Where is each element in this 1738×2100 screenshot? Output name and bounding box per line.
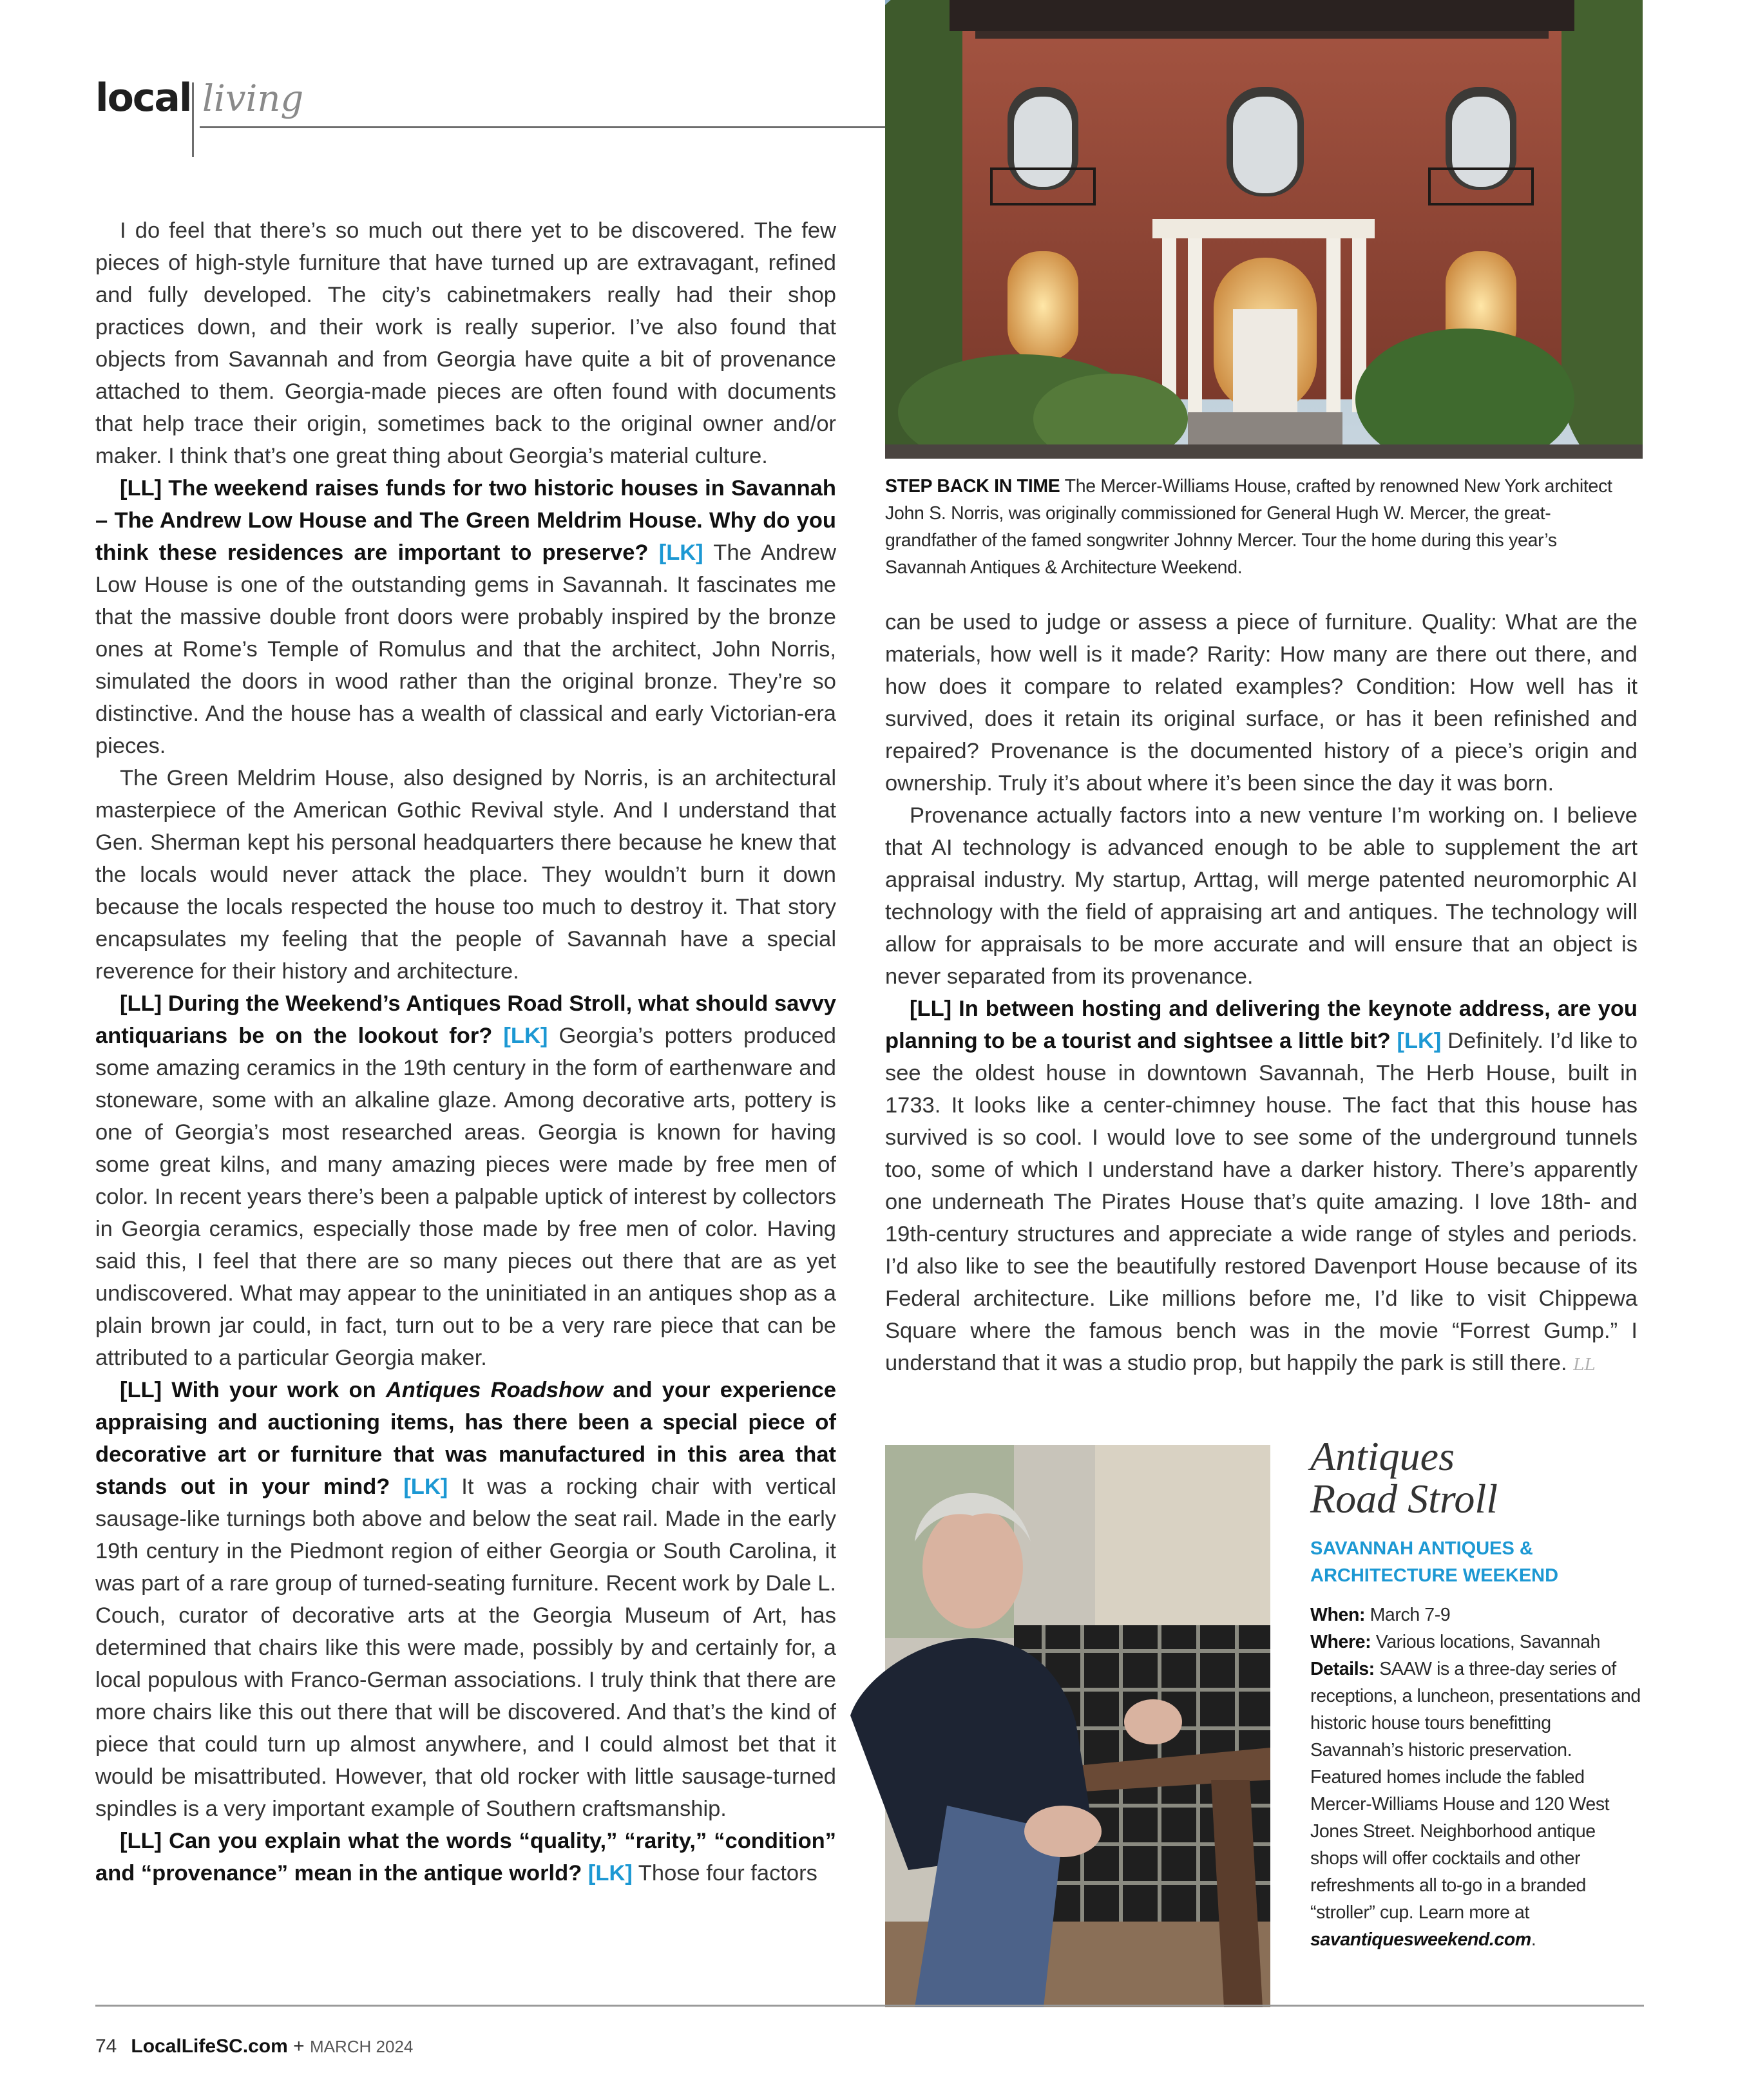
lk-tag: [LK] — [503, 1024, 548, 1048]
sidebar-title: Antiques Road Stroll — [1310, 1433, 1498, 1522]
question: [LL] Can you explain what the words “quality,” “rarity,” “condition” and “provenance” mean in the antique world? — [95, 1829, 836, 1885]
show-title: Antiques Roadshow — [385, 1378, 604, 1402]
photo-caption — [885, 473, 1639, 581]
paragraph: The Green Meldrim House, also designed by Norris, is an architectural masterpiece of the American Gothic Revival style. And I understand that Gen. Sherman kept his personal headquarters there because he knew that the locals would never attack the place. They wouldn’t burn it down because the locals respected the house too much to destroy it. That story encapsulates my feeling that the people of Savannah have a special reverence for their history and architecture. — [95, 766, 836, 984]
portrait-illustration — [850, 1445, 1270, 2007]
when-line: When: March 7-9 — [1310, 1605, 1451, 1625]
paragraph: can be used to judge or assess a piece of furniture. Quality: What are the materials, how well is it made? Rarity: How many are there out there, and how does it compare to related examples? Condition: How well has it survived, does it retain its original surface, or has it been refinished and repaired? Provenance is the documented history of a piece’s origin and ownership. Truly it’s about where it’s been since the day it was born. — [885, 610, 1638, 796]
qa-paragraph — [95, 1825, 836, 1889]
lk-tag: [LK] — [587, 1861, 633, 1885]
subsection-label: living — [202, 78, 304, 120]
header-divider — [192, 82, 194, 157]
header-rule — [200, 126, 888, 128]
lk-tag: [LK] — [658, 540, 703, 565]
mercer-williams-house-photo — [885, 0, 1643, 459]
page-number: 74 — [95, 2036, 117, 2057]
qa-paragraph — [95, 988, 836, 1374]
sidebar-details — [1310, 1601, 1645, 1953]
question: [LL] In between hosting and delivering the keynote address, are you planning to be a tourist and sightsee a little bit? — [885, 997, 1638, 1053]
house-illustration — [885, 0, 1643, 459]
answer: Definitely. I’d like to see the oldest house in downtown Savannah, The Herb House, built in 1733. It looks like a center-chimney house. The fact that this house has survived is so cool. I would love to see some of the underground tunnels too, some of which I understand have a darker history. There’s apparently one underneath The Pirates House that’s quite amazing. I love 18th- and 19th-century structures and appreciate a wide range of styles and periods. I’d also like to see the beautifully restored Davenport House because of its Federal architecture. Like millions before me, I’d like to visit Chippewa Square where the famous bench was in the movie “Forrest Gump.” I understand that it was a studio prop, but happily the park is still there. — [885, 1029, 1638, 1375]
answer: It was a rocking chair with vertical sausage-like turnings both above and below the seat rail. Made in the early 19th century in the Piedmont region of either Georgia or South Carolina, it was part of a rare group of turned-seating furniture. Recent work by Dale L. Couch, curator of decorative arts at the Georgia Museum of Art, has determined that chairs like this were made, possibly by and certainly for, a local populous with Franco-German associations. I truly think that there are more chairs like this out there that will be discovered. And that’s the kind of piece that could turn up almost anywhere, and I could almost bet that it would be misattributed. However, that old rocker with little sausage-turned spindles is a very important example of Southern craftsmanship. — [95, 1475, 836, 1821]
question: [LL] With your work on Antiques Roadshow and your experience appraising and auctioning items, has there been a special piece of decorative art or furniture that was manufactured in this area that stands out in your mind? — [95, 1378, 837, 1499]
footer: 74 LocalLifeSC.com + MARCH 2024 — [95, 2036, 414, 2057]
answer: Those four factors — [632, 1861, 817, 1885]
portrait-photo — [850, 1445, 1270, 2007]
answer: Georgia’s potters produced some amazing ceramics in the 19th century in the form of earthenware and stoneware, some with an alkaline glaze. Among decorative arts, pottery is one of Georgia’s most researched areas. Georgia is known for having some great kilns, and many amazing pieces were made by free men of color. In recent years there’s been a palpable uptick of interest by collectors in Georgia ceramics, especially those made by free men of color. Having said this, I feel that there are so many pieces out there that are as yet undiscovered. What may appear to the uninitiated in an antiques shop as a plain brown jar could, in fact, turn out to be a very rare piece that can be attributed to a particular Georgia maker. — [95, 1024, 837, 1370]
paragraph: I do feel that there’s so much out there yet to be discovered. The few pieces of high-style furniture that have turned up are extravagant, refined and fully developed. The city’s cabinetmakers really had their shop practices down, and their work is really superior. I’ve also found that objects from Savannah and from Georgia have quite a bit of provenance attached to them. Georgia-made pieces are often found with documents that help trace their origin, sometimes back to the original owner and/or maker. I think that’s one great thing about Georgia’s material culture. — [95, 218, 836, 468]
caption-text: The Mercer-Williams House, crafted by renowned New York architect John S. Norris, was originally commissioned for General Hugh W. Mercer, the great-grandfather of the famed songwriter Johnny Mercer. Tour the home during this year’s Savannah Antiques & Architecture Weekend. — [885, 476, 1612, 578]
left-article-column — [95, 215, 836, 1889]
question: [LL] During the Weekend’s Antiques Road Stroll, what should savvy antiquarians be on the lookout for? — [95, 991, 836, 1048]
sidebar-subtitle: SAVANNAH ANTIQUES & ARCHITECTURE WEEKEND — [1310, 1538, 1559, 1586]
question: [LL] The weekend raises funds for two historic houses in Savannah – The Andrew Low House and The Green Meldrim House. Why do you think these residences are important to preserve? — [95, 476, 836, 565]
footer-site[interactable]: LocalLifeSC.com — [131, 2036, 288, 2057]
website-link[interactable]: savantiquesweekend.com — [1310, 1929, 1531, 1950]
right-article-column — [885, 606, 1638, 1381]
signoff: LL — [1573, 1355, 1596, 1375]
footer-rule — [95, 2005, 1644, 2007]
qa-paragraph — [885, 993, 1638, 1381]
lk-tag: [LK] — [403, 1475, 448, 1499]
details-line: Details: SAAW is a three-day series of receptions, a luncheon, presentations and historic house tours benefitting Savannah’s historic preservation. Featured homes include the fabled Mercer-Williams House and 120 West Jones Street. Neighborhood antique shops will offer cocktails and other refreshments all to-go in a branded “stroller” cup. Learn more at savantiquesweekend.com. — [1310, 1659, 1641, 1950]
paragraph: Provenance actually factors into a new venture I’m working on. I believe that AI technology is advanced enough to be able to supplement the art appraisal industry. My startup, Arttag, will merge patented neuromorphic AI technology with the field of appraising art and antiques. The technology will allow for appraisals to be more accurate and will ensure that an object is never separated from its provenance. — [885, 803, 1638, 989]
where-line: Where: Various locations, Savannah — [1310, 1632, 1601, 1652]
lk-tag: [LK] — [1397, 1029, 1442, 1053]
answer: The Andrew Low House is one of the outstanding gems in Savannah. It fascinates me that the massive double front doors were probably inspired by the bronze ones at Rome’s Temple of Romulus and that the architect, John Norris, simulated the doors in wood rather than the original bronze. They’re so distinctive. And the house has a wealth of classical and early Victorian-era pieces. — [95, 540, 836, 758]
qa-paragraph — [95, 1374, 836, 1825]
qa-paragraph — [95, 472, 836, 762]
footer-issue: MARCH 2024 — [309, 2037, 414, 2056]
section-label: local — [95, 75, 191, 120]
caption-lead: STEP BACK IN TIME — [885, 476, 1060, 497]
